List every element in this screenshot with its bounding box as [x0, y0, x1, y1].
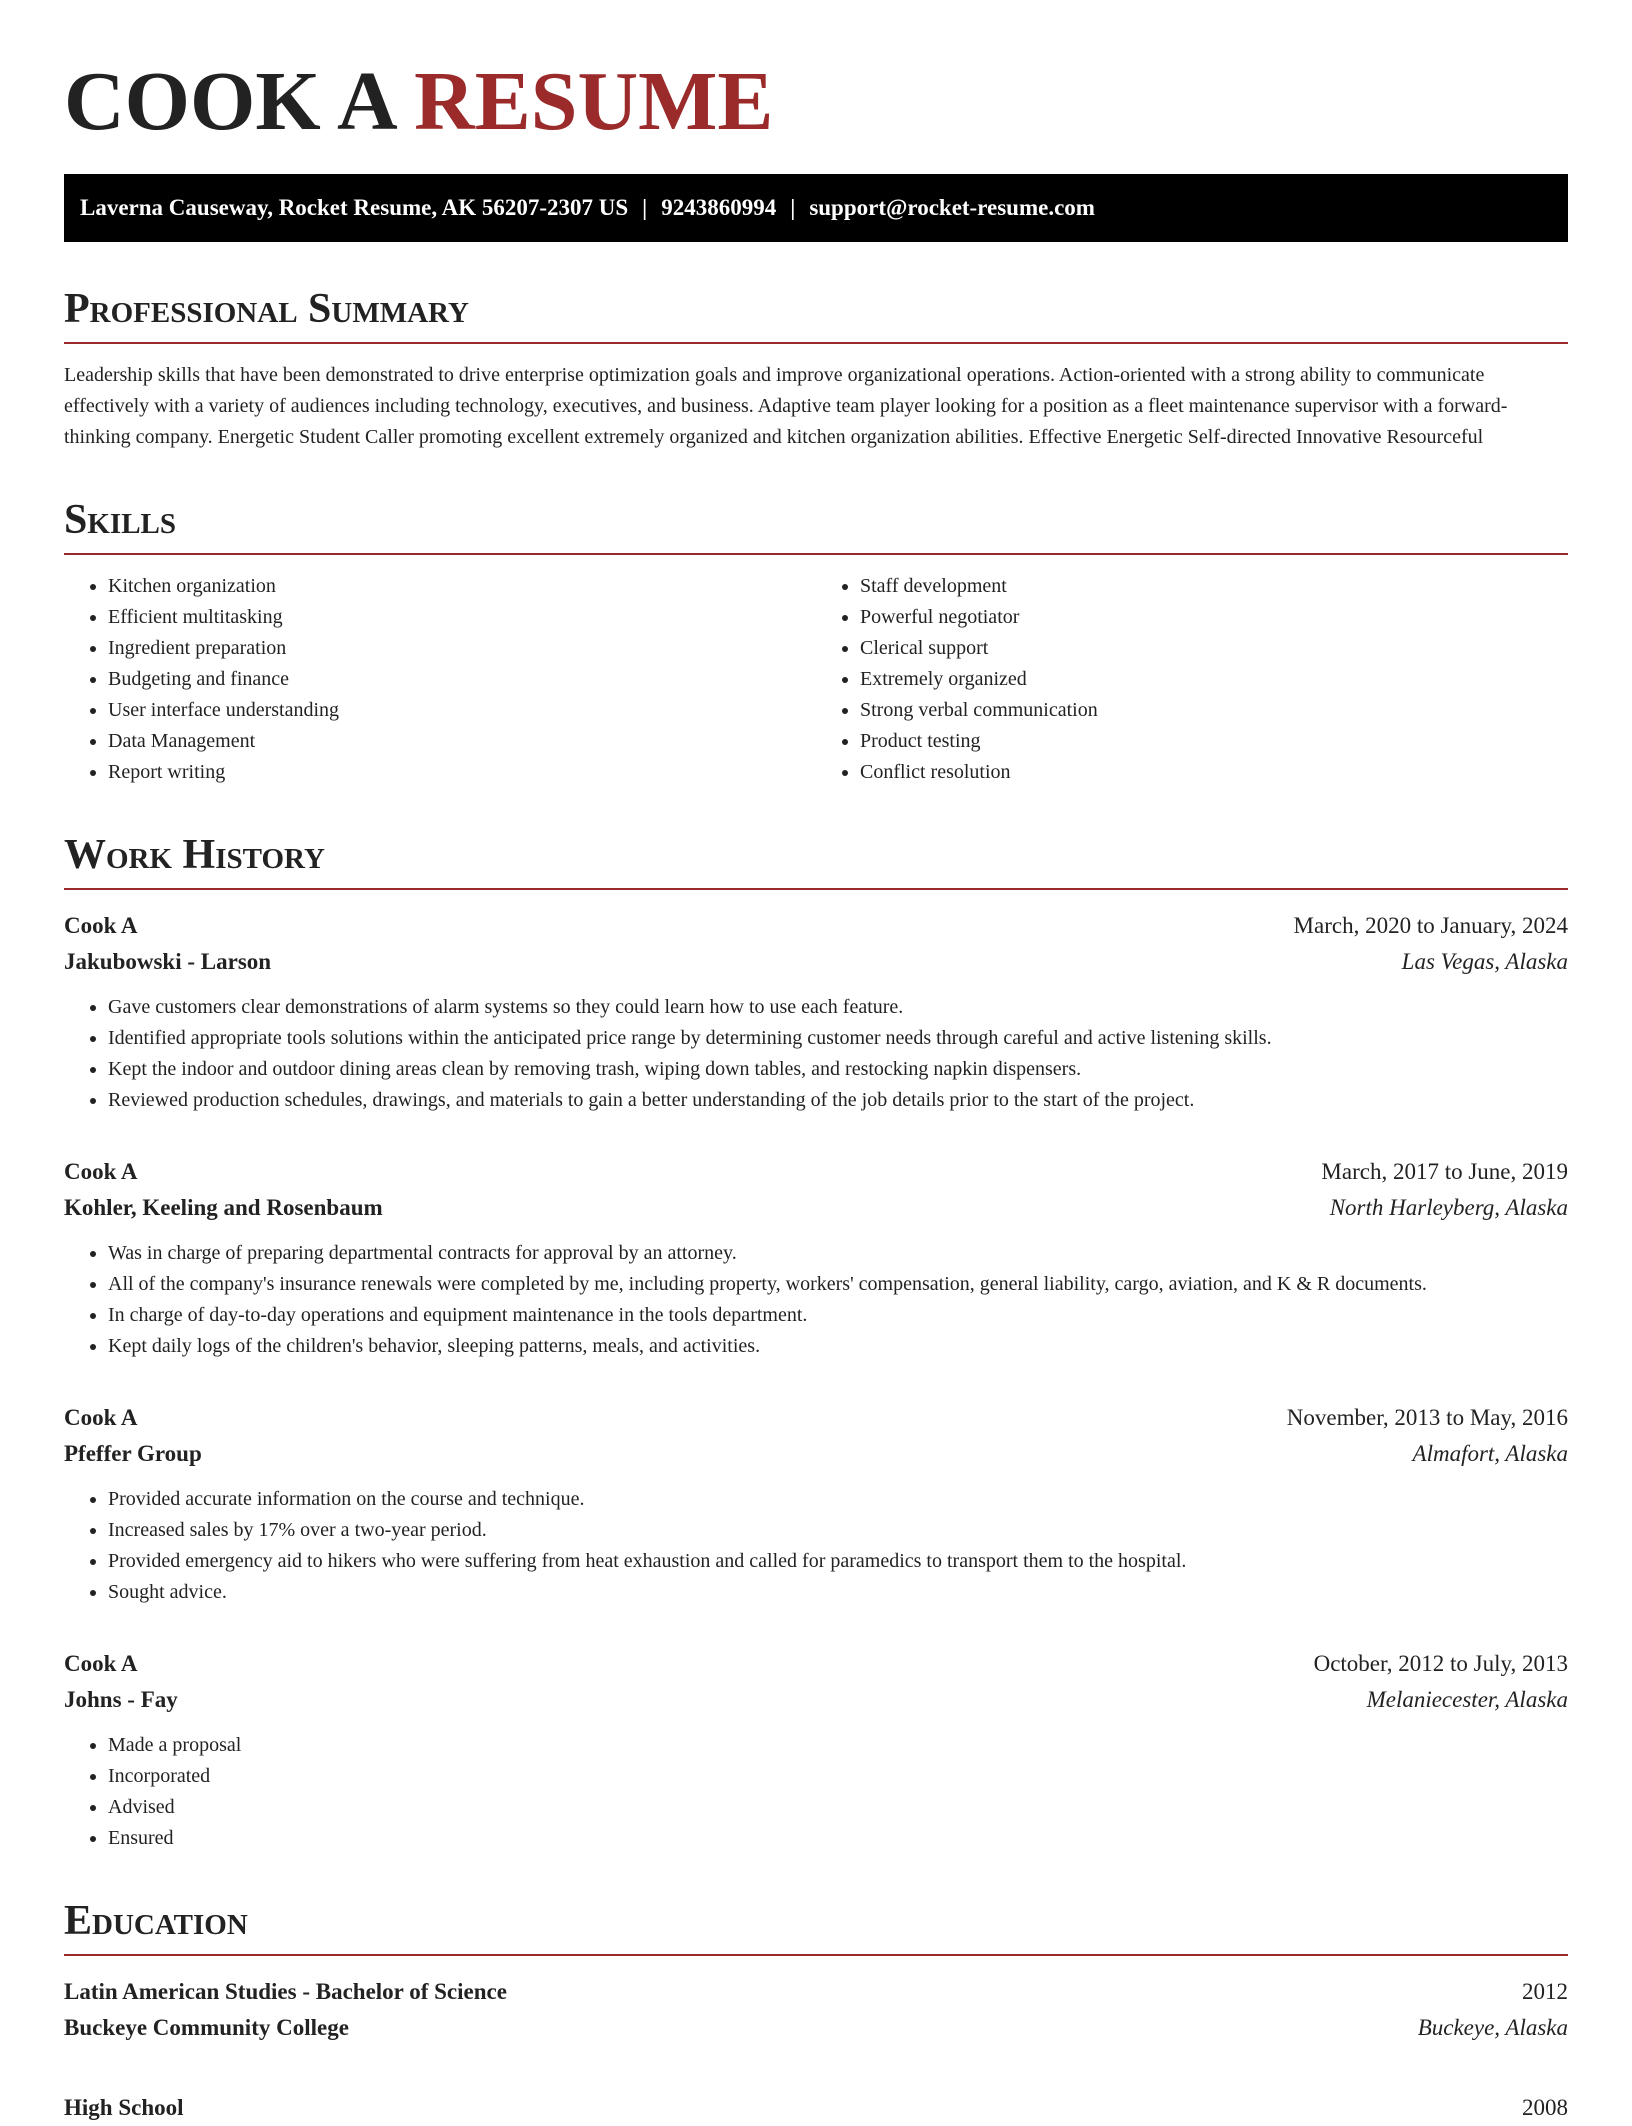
job-title: Cook A [64, 913, 138, 938]
job-bullet: • Was in charge of preparing departmental contracts for approval by an attorney. [108, 1238, 1568, 1269]
job-location: Las Vegas, Alaska [1401, 949, 1568, 974]
skill-item: • Staff development [860, 571, 1568, 602]
job-dates: October, 2012 to July, 2013 [1313, 1651, 1568, 1676]
job-bullet: • In charge of day-to-day operations and equipment maintenance in the tools department. [108, 1300, 1568, 1331]
work-history-section [64, 832, 1568, 1854]
education-location: Buckeye, Alaska [1417, 2015, 1568, 2040]
job-bullet: • Kept daily logs of the children's behavior, sleeping patterns, meals, and activities. [108, 1331, 1568, 1362]
skill-item: • Strong verbal communication [860, 695, 1568, 726]
job-location: Almafort, Alaska [1412, 1441, 1568, 1466]
job-company: Kohler, Keeling and Rosenbaum [64, 1195, 383, 1220]
job-location: North Harleyberg, Alaska [1329, 1195, 1568, 1220]
education-school: Buckeye Community College [64, 2015, 349, 2040]
job-bullet: • Identified appropriate tools solutions within the anticipated price range by determining customer needs through careful and active listening skills. [108, 1023, 1568, 1054]
skill-item: • User interface understanding [108, 695, 816, 726]
job-company: Johns - Fay [64, 1687, 178, 1712]
skill-item: • Kitchen organization [108, 571, 816, 602]
job-header-row [64, 1400, 1568, 1436]
job-bullet: • Provided emergency aid to hikers who were suffering from heat exhaustion and called for paramedics to transport them to the hospital. [108, 1546, 1568, 1577]
skill-item: • Budgeting and finance [108, 664, 816, 695]
skill-item: • Conflict resolution [860, 757, 1568, 788]
skill-item: • Ingredient preparation [108, 633, 816, 664]
job-bullet: • Gave customers clear demonstrations of alarm systems so they could learn how to use each feature. [108, 992, 1568, 1023]
education-title: Education [64, 1898, 1568, 1956]
job-bullet: • Incorporated [108, 1761, 1568, 1792]
job-company: Pfeffer Group [64, 1441, 202, 1466]
job-bullet: • All of the company's insurance renewals were completed by me, including property, workers' compensation, general liability, cargo, aviation, and K & R documents. [108, 1269, 1568, 1300]
skill-item: • Efficient multitasking [108, 602, 816, 633]
job-entry [64, 1154, 1568, 1362]
skill-item: • Report writing [108, 757, 816, 788]
skills-column-right [816, 571, 1568, 788]
contact-separator: | [642, 195, 648, 220]
name-last: RESUME [414, 55, 774, 148]
job-header-row [64, 1154, 1568, 1190]
job-company-row [64, 1436, 1568, 1472]
job-entry [64, 1646, 1568, 1854]
job-bullets [64, 992, 1568, 1116]
skill-item: • Product testing [860, 726, 1568, 757]
contact-bar [64, 174, 1568, 242]
job-company: Jakubowski - Larson [64, 949, 272, 974]
contact-phone: 9243860994 [661, 195, 777, 220]
job-entry [64, 908, 1568, 1116]
job-bullet: • Ensured [108, 1823, 1568, 1854]
skills-title: Skills [64, 497, 1568, 555]
skills-column-left [64, 571, 816, 788]
education-degree: High School [64, 2095, 184, 2120]
education-degree: Latin American Studies - Bachelor of Science [64, 1979, 507, 2004]
education-degree-row [64, 1974, 1568, 2010]
skill-item: • Data Management [108, 726, 816, 757]
job-title: Cook A [64, 1651, 138, 1676]
job-bullet: • Advised [108, 1792, 1568, 1823]
job-company-row [64, 1190, 1568, 1226]
job-header-row [64, 908, 1568, 944]
job-header-row [64, 1646, 1568, 1682]
job-company-row [64, 944, 1568, 980]
education-entry [64, 1974, 1568, 2046]
contact-separator: | [790, 195, 796, 220]
job-bullets [64, 1730, 1568, 1854]
skill-item: • Extremely organized [860, 664, 1568, 695]
education-school-row [64, 2010, 1568, 2046]
skill-item: • Clerical support [860, 633, 1568, 664]
summary-section [64, 286, 1568, 453]
job-dates: November, 2013 to May, 2016 [1286, 1405, 1568, 1430]
job-company-row [64, 1682, 1568, 1718]
education-year: 2008 [1522, 2095, 1568, 2120]
skills-section [64, 497, 1568, 788]
name-first: COOK A [64, 55, 394, 148]
education-degree-row [64, 2090, 1568, 2126]
work-history-title: Work History [64, 832, 1568, 890]
education-entry [64, 2090, 1568, 2126]
job-title: Cook A [64, 1405, 138, 1430]
summary-title: Professional Summary [64, 286, 1568, 344]
job-dates: March, 2017 to June, 2019 [1321, 1159, 1568, 1184]
skill-item: • Powerful negotiator [860, 602, 1568, 633]
skills-list [64, 571, 1568, 788]
contact-address: Laverna Causeway, Rocket Resume, AK 56207-2307 US [80, 195, 629, 220]
job-bullet: • Reviewed production schedules, drawings, and materials to gain a better understanding of the job details prior to the start of the project. [108, 1085, 1568, 1116]
education-year: 2012 [1522, 1979, 1568, 2004]
job-title: Cook A [64, 1159, 138, 1184]
job-bullets [64, 1238, 1568, 1362]
job-bullet: • Provided accurate information on the course and technique. [108, 1484, 1568, 1515]
job-bullet: • Sought advice. [108, 1577, 1568, 1608]
summary-text: Leadership skills that have been demonstrated to drive enterprise optimization goals and improve organizational operations. Action-oriented with a strong ability to communicate effectively with a variety of audiences including technology, executives, and business. Adaptive team player looking for a position as a fleet maintenance supervisor with a forward-thinking company. Energetic Student Caller promoting excellent extremely organized and kitchen organization abilities. Effective Energetic Self-directed Innovative Resourceful [64, 364, 1508, 448]
job-dates: March, 2020 to January, 2024 [1293, 913, 1568, 938]
job-location: Melaniecester, Alaska [1366, 1687, 1568, 1712]
resume-name [64, 0, 1568, 148]
job-bullet: • Increased sales by 17% over a two-year period. [108, 1515, 1568, 1546]
job-entry [64, 1400, 1568, 1608]
contact-email: support@rocket-resume.com [809, 195, 1095, 220]
job-bullet: • Made a proposal [108, 1730, 1568, 1761]
job-bullets [64, 1484, 1568, 1608]
job-bullet: • Kept the indoor and outdoor dining areas clean by removing trash, wiping down tables, and restocking napkin dispensers. [108, 1054, 1568, 1085]
education-section [64, 1898, 1568, 2126]
